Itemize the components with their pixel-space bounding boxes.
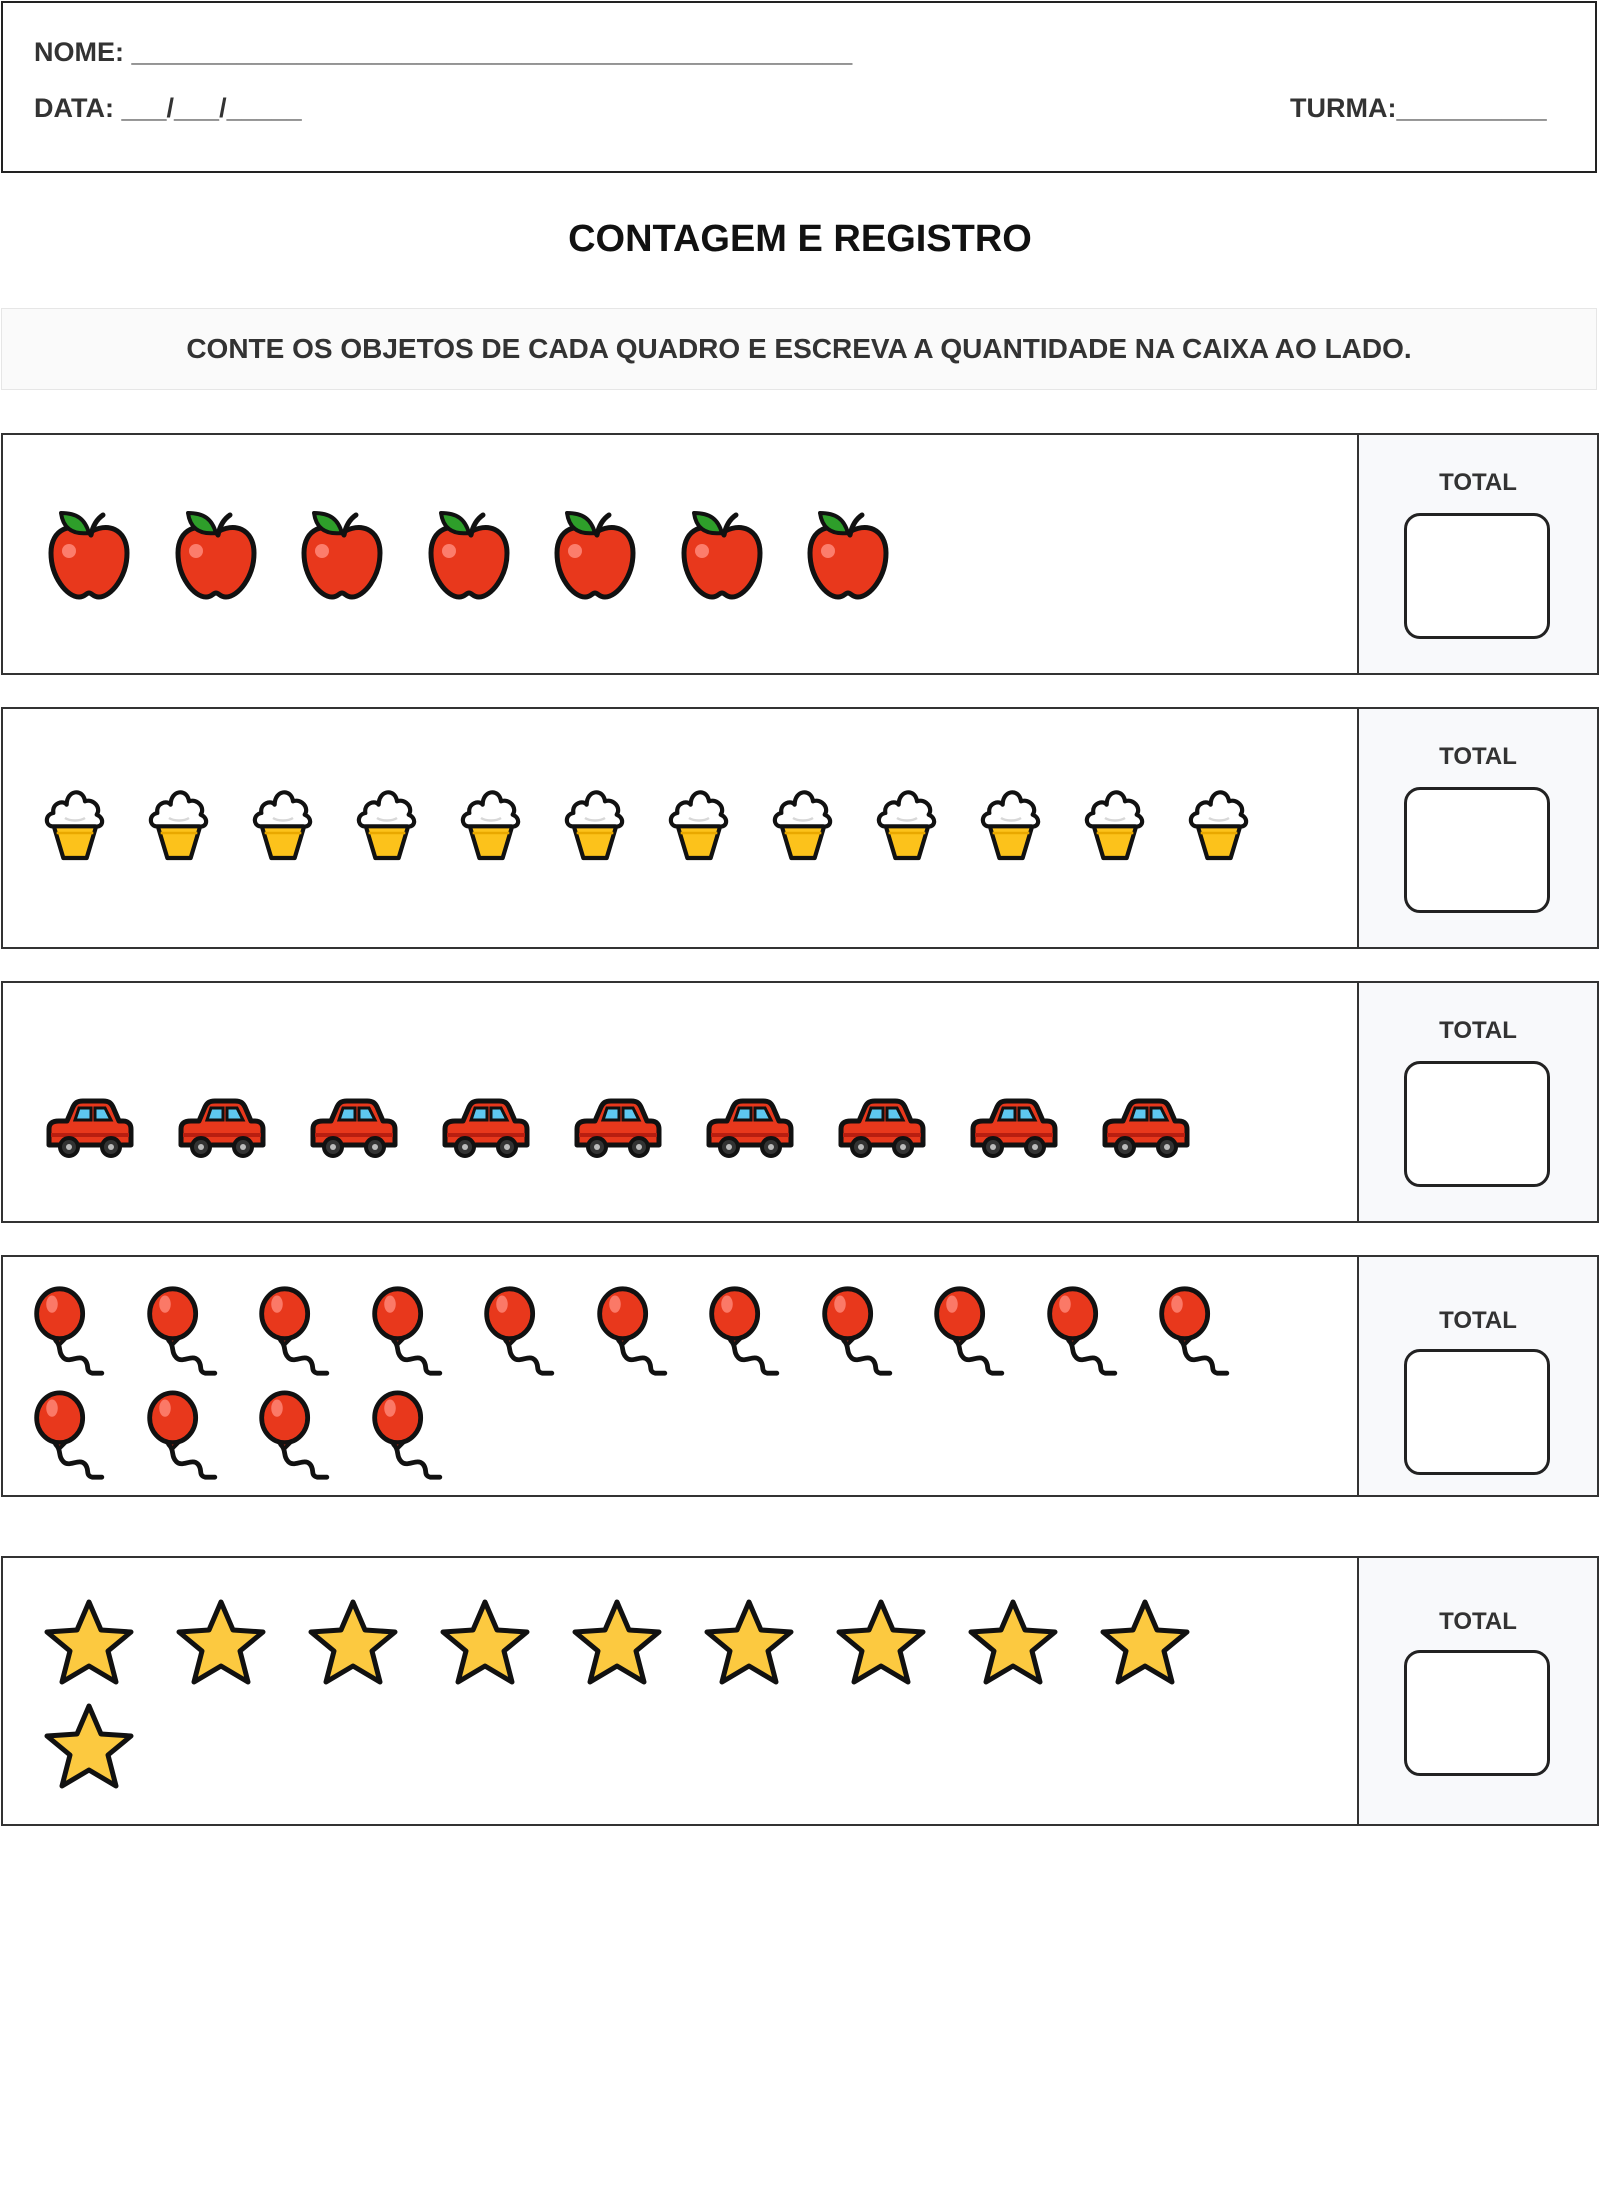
total-answer-box[interactable] — [1404, 513, 1550, 639]
balloon-icon — [254, 1285, 346, 1377]
star-icon — [305, 1596, 401, 1692]
car-icon — [305, 1073, 401, 1169]
name-field[interactable]: NOME: ________________________________________________ — [34, 37, 853, 67]
class-field[interactable]: TURMA:__________ — [1290, 93, 1547, 123]
total-answer-box[interactable] — [1404, 787, 1550, 913]
balloon-icon — [142, 1389, 234, 1481]
balloon-icon — [29, 1389, 121, 1481]
item-area — [3, 1257, 1359, 1495]
total-answer-box[interactable] — [1404, 1349, 1550, 1475]
ice-cream-icon — [867, 783, 947, 863]
ice-cream-icon — [555, 783, 635, 863]
counting-row-apples — [1, 433, 1599, 675]
apple-icon — [168, 507, 264, 603]
counting-row-cars — [1, 981, 1599, 1223]
car-icon — [965, 1073, 1061, 1169]
car-icon — [437, 1073, 533, 1169]
star-icon — [1097, 1596, 1193, 1692]
total-panel — [1357, 983, 1597, 1221]
balloon-icon — [704, 1285, 796, 1377]
star-icon — [173, 1596, 269, 1692]
car-icon — [173, 1073, 269, 1169]
star-icon — [41, 1700, 137, 1796]
balloon-icon — [1042, 1285, 1134, 1377]
ice-cream-icon — [1179, 783, 1259, 863]
balloon-icon — [929, 1285, 1021, 1377]
ice-cream-icon — [139, 783, 219, 863]
car-icon — [833, 1073, 929, 1169]
item-area — [3, 983, 1359, 1221]
total-label: TOTAL — [1439, 743, 1517, 770]
total-panel — [1357, 435, 1597, 673]
total-label: TOTAL — [1439, 469, 1517, 496]
car-icon — [1097, 1073, 1193, 1169]
star-icon — [569, 1596, 665, 1692]
item-area — [3, 709, 1359, 947]
ice-cream-icon — [763, 783, 843, 863]
apple-icon — [547, 507, 643, 603]
ice-cream-icon — [659, 783, 739, 863]
car-icon — [701, 1073, 797, 1169]
counting-row-ice-creams — [1, 707, 1599, 949]
counting-row-stars — [1, 1556, 1599, 1826]
total-label: TOTAL — [1439, 1017, 1517, 1044]
total-answer-box[interactable] — [1404, 1650, 1550, 1776]
ice-cream-icon — [451, 783, 531, 863]
star-icon — [833, 1596, 929, 1692]
balloon-icon — [1154, 1285, 1246, 1377]
car-icon — [41, 1073, 137, 1169]
page-title: CONTAGEM E REGISTRO — [568, 218, 1032, 260]
student-info-box — [1, 1, 1597, 173]
total-answer-box[interactable] — [1404, 1061, 1550, 1187]
balloon-icon — [817, 1285, 909, 1377]
apple-icon — [294, 507, 390, 603]
total-panel — [1357, 709, 1597, 947]
balloon-icon — [367, 1285, 459, 1377]
balloon-icon — [254, 1389, 346, 1481]
total-panel — [1357, 1558, 1597, 1824]
item-area — [3, 1558, 1359, 1824]
item-area — [3, 435, 1359, 673]
date-field[interactable]: DATA: ___/___/_____ — [34, 93, 302, 123]
ice-cream-icon — [35, 783, 115, 863]
balloon-icon — [592, 1285, 684, 1377]
star-icon — [965, 1596, 1061, 1692]
total-label: TOTAL — [1439, 1608, 1517, 1635]
apple-icon — [800, 507, 896, 603]
star-icon — [41, 1596, 137, 1692]
balloon-icon — [29, 1285, 121, 1377]
star-icon — [437, 1596, 533, 1692]
ice-cream-icon — [347, 783, 427, 863]
balloon-icon — [367, 1389, 459, 1481]
total-label: TOTAL — [1439, 1307, 1517, 1334]
car-icon — [569, 1073, 665, 1169]
apple-icon — [421, 507, 517, 603]
balloon-icon — [142, 1285, 234, 1377]
balloon-icon — [479, 1285, 571, 1377]
star-icon — [701, 1596, 797, 1692]
total-panel — [1357, 1257, 1597, 1495]
counting-row-balloons — [1, 1255, 1599, 1497]
ice-cream-icon — [1075, 783, 1155, 863]
ice-cream-icon — [243, 783, 323, 863]
instruction-text: CONTE OS OBJETOS DE CADA QUADRO E ESCREVA A QUANTIDADE NA CAIXA AO LADO. — [1, 308, 1597, 390]
apple-icon — [674, 507, 770, 603]
ice-cream-icon — [971, 783, 1051, 863]
apple-icon — [41, 507, 137, 603]
